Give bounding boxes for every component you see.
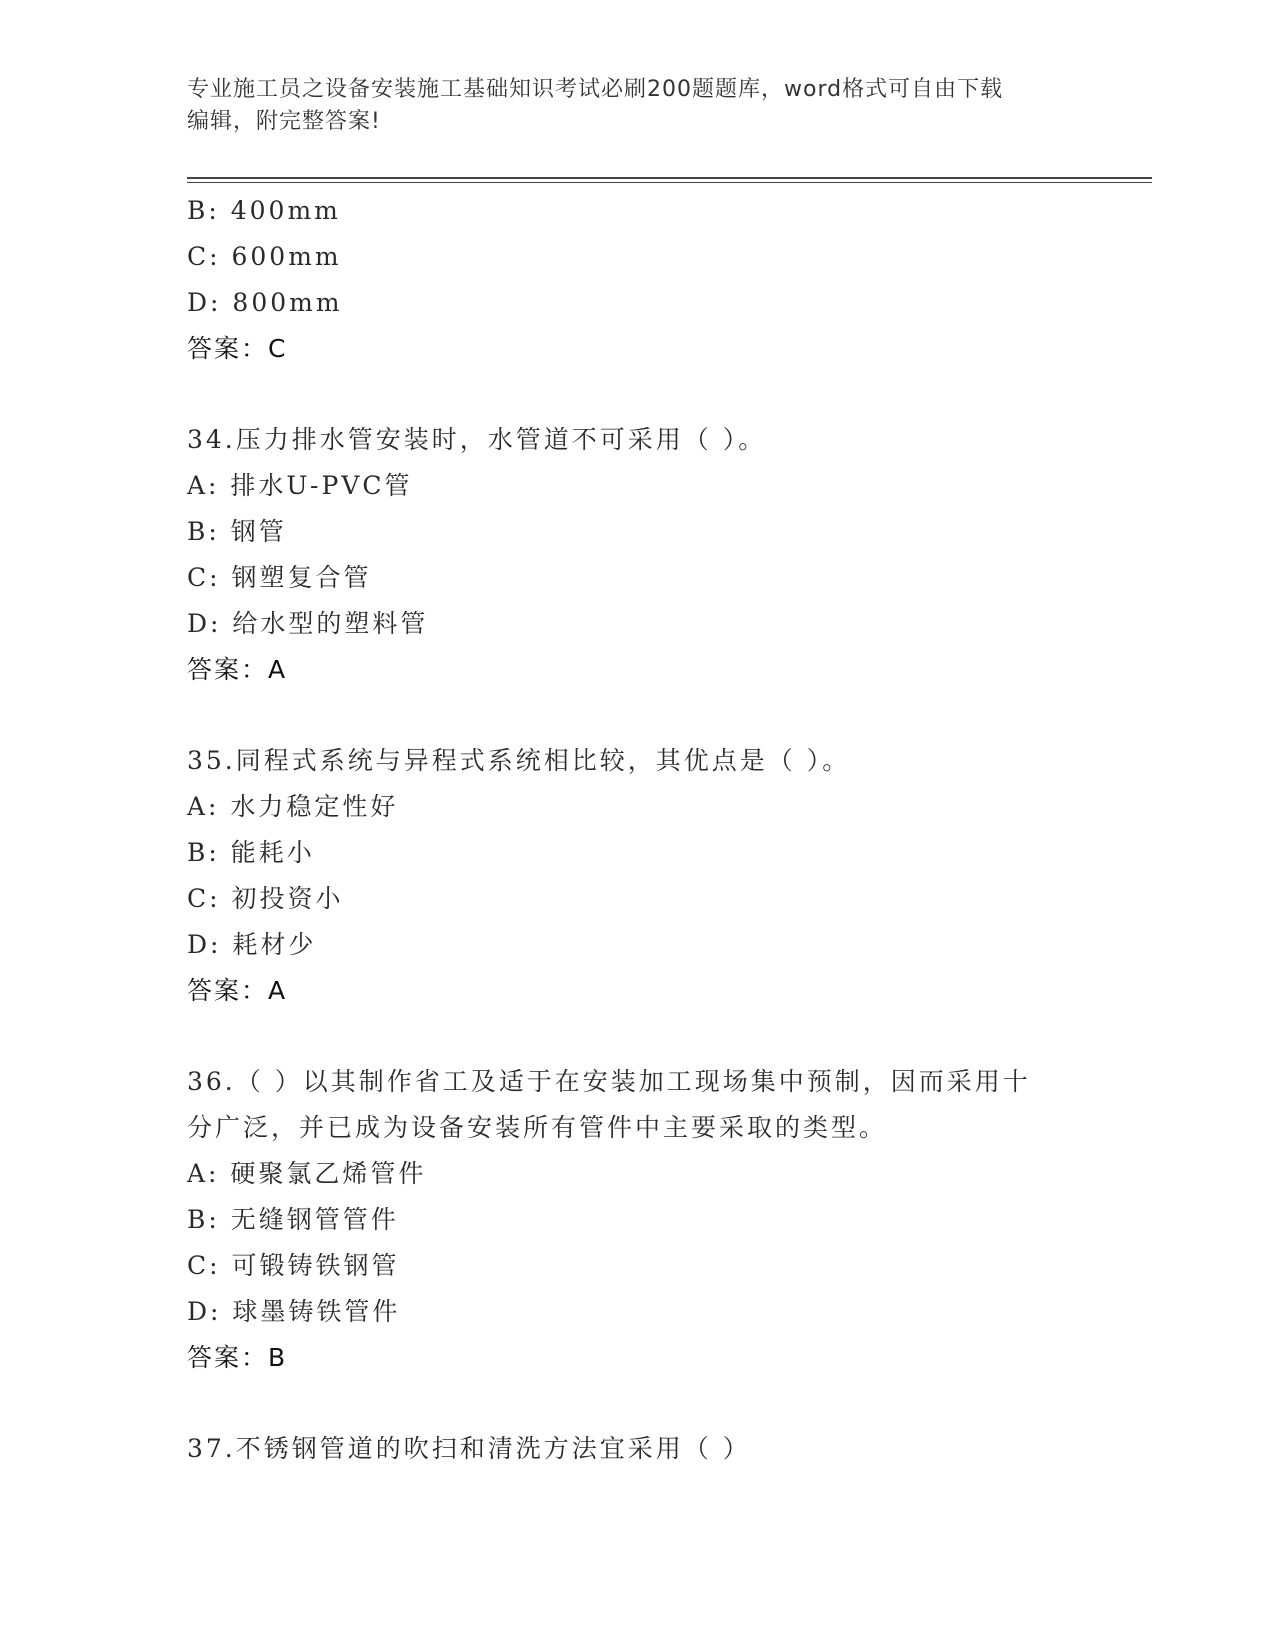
question-block-36: [187, 1059, 1087, 1381]
question-text-line-1: 36.（ ）以其制作省工及适于在安装加工现场集中预制，因而采用十: [187, 1067, 1031, 1096]
answer-line: 答案：B: [187, 1343, 288, 1372]
question-list: [187, 188, 1087, 1472]
question-gap: [187, 1014, 1087, 1059]
option-c: C: 钢塑复合管: [187, 563, 372, 592]
header-title-line-2: 编辑，附完整答案!: [187, 109, 381, 134]
option-b: B: 钢管: [187, 517, 287, 546]
question-block-partial: [187, 188, 1087, 372]
option-a: A: 排水U-PVC管: [187, 471, 413, 500]
option-a: A: 水力稳定性好: [187, 792, 399, 821]
question-block-34: [187, 417, 1087, 693]
header-title-line-1: 专业施工员之设备安装施工基础知识考试必刷200题题库，word格式可自由下载: [187, 77, 1004, 102]
question-block-37: [187, 1426, 1087, 1472]
option-d: D: 800mm: [187, 288, 343, 317]
question-text: 37.不锈钢管道的吹扫和清洗方法宜采用（ ）: [187, 1434, 751, 1463]
question-gap: [187, 1381, 1087, 1426]
option-b: B: 400mm: [187, 196, 341, 225]
option-c: C: 600mm: [187, 242, 342, 271]
answer-line: 答案：A: [187, 655, 288, 684]
header-divider-bottom: [187, 182, 1152, 183]
option-d: D: 球墨铸铁管件: [187, 1297, 401, 1326]
question-gap: [187, 693, 1087, 738]
option-c: C: 初投资小: [187, 884, 344, 913]
option-b: B: 无缝钢管管件: [187, 1205, 399, 1234]
answer-line: 答案：C: [187, 334, 288, 363]
answer-line: 答案：A: [187, 976, 288, 1005]
question-text-line-2: 分广泛，并已成为设备安装所有管件中主要采取的类型。: [187, 1113, 888, 1142]
option-d: D: 给水型的塑料管: [187, 609, 429, 638]
document-header: [187, 74, 1067, 138]
option-d: D: 耗材少: [187, 930, 317, 959]
question-gap: [187, 372, 1087, 417]
option-a: A: 硬聚氯乙烯管件: [187, 1159, 427, 1188]
question-text: 35.同程式系统与异程式系统相比较，其优点是（ ）。: [187, 746, 851, 775]
option-c: C: 可锻铸铁钢管: [187, 1251, 400, 1280]
header-divider-top: [187, 177, 1152, 179]
question-text: 34.压力排水管安装时，水管道不可采用（ ）。: [187, 425, 767, 454]
option-b: B: 能耗小: [187, 838, 315, 867]
question-block-35: [187, 738, 1087, 1014]
